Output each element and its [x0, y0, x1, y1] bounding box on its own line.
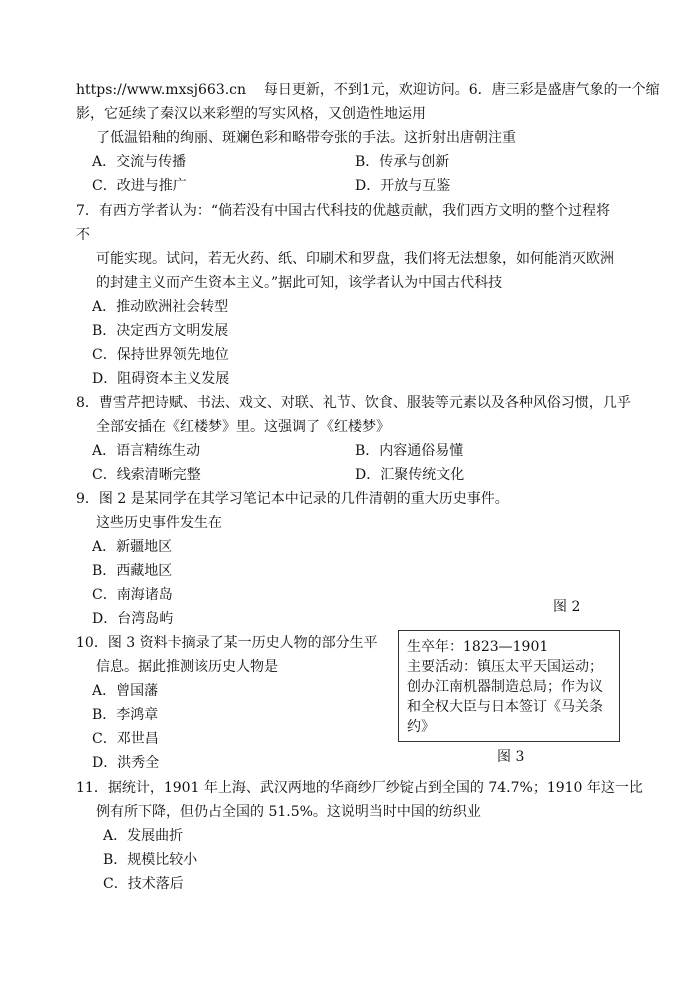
q10-option-b: B．李鸿章 — [92, 707, 159, 723]
header-line — [76, 80, 660, 100]
q7-option-d: D．阻碍资本主义发展 — [92, 371, 230, 387]
q9-option-b: B．西藏地区 — [92, 563, 173, 579]
q6-option-b: B．传承与创新 — [355, 154, 450, 170]
q6-option-c: C．改进与推广 — [92, 178, 187, 194]
q6-option-d: D．开放与互鉴 — [355, 178, 451, 194]
q8-stem-2: 全部安插在《红楼梦》里。这强调了《红楼梦》 — [96, 419, 390, 435]
q10-stem-2: 信息。据此推测该历史人物是 — [96, 659, 278, 675]
q8-option-c: C．线索清晰完整 — [92, 467, 201, 483]
q8-stem-1: 8．曹雪芹把诗赋、书法、戏文、对联、礼节、饮食、服装等元素以及各种风俗习惯，几乎 — [76, 395, 631, 411]
q10-stem-1: 10．图 3 资料卡摘录了某一历史人物的部分生平 — [76, 635, 378, 651]
card-line-5: 约》 — [407, 719, 435, 735]
q7-option-b: B．决定西方文明发展 — [92, 323, 229, 339]
q7-stem-3: 可能实现。试问，若无火药、纸、印刷术和罗盘，我们将无法想象，如何能消灭欧洲 — [96, 251, 614, 267]
q8-option-a: A．语言精练生动 — [92, 443, 201, 459]
q9-stem-1: 9．图 2 是某同学在其学习笔记本中记录的几件清朝的重大历史事件。 — [76, 491, 509, 507]
q11-option-c: C．技术落后 — [103, 876, 184, 892]
q10-option-d: D．洪秀全 — [92, 755, 160, 771]
card-line-4: 和全权大臣与日本签订《马关条 — [407, 699, 603, 715]
card-line-2: 主要活动：镇压太平天国运动； — [407, 659, 603, 675]
header-url: https://www.mxsj663.cn — [76, 82, 247, 98]
figure-2-label: 图 2 — [553, 599, 581, 615]
q6-option-a: A．交流与传播 — [92, 154, 187, 170]
q6-stem-2: 影，它延续了秦汉以来彩塑的写实风格，又创造性地运用 — [76, 106, 426, 122]
q8-option-d: D．汇聚传统文化 — [355, 467, 465, 483]
q9-option-d: D．台湾岛屿 — [92, 611, 174, 627]
q9-option-a: A．新疆地区 — [92, 539, 173, 555]
figure-3-label: 图 3 — [497, 749, 525, 765]
q7-stem-2: 不 — [76, 227, 90, 243]
q9-stem-2: 这些历史事件发生在 — [96, 515, 222, 531]
q9-option-c: C．南海诸岛 — [92, 587, 173, 603]
q11-option-b: B．规模比较小 — [103, 852, 198, 868]
card-line-1: 生卒年：1823—1901 — [407, 639, 549, 655]
q11-option-a: A．发展曲折 — [103, 828, 184, 844]
q7-stem-1: 7．有西方学者认为：“倘若没有中国古代科技的优越贡献，我们西方文明的整个过程将 — [76, 203, 611, 219]
q11-stem-2: 例有所下降，但仍占全国的 51.5%。这说明当时中国的纺织业 — [96, 804, 481, 820]
q11-stem-1: 11．据统计，1901 年上海、武汉两地的华商纱厂纱锭占到全国的 74.7%；1910 年这一比 — [76, 780, 643, 796]
card-line-3: 创办江南机器制造总局；作为议 — [407, 679, 603, 695]
q6-stem-1: 6．唐三彩是盛唐气象的一个缩 — [468, 82, 660, 98]
q10-option-c: C．邓世昌 — [92, 731, 159, 747]
q7-option-a: A．推动欧洲社会转型 — [92, 299, 229, 315]
q8-option-b: B．内容通俗易懂 — [355, 443, 464, 459]
q7-stem-4: 的封建主义而产生资本主义。”据此可知，该学者认为中国古代科技 — [96, 275, 503, 291]
header-notice: 每日更新，不到1元，欢迎访问。 — [263, 82, 469, 98]
q6-stem-3: 了低温铅釉的绚丽、斑斓色彩和略带夸张的手法。这折射出唐朝注重 — [96, 130, 516, 146]
q7-option-c: C．保持世界领先地位 — [92, 347, 229, 363]
q10-option-a: A．曾国藩 — [92, 683, 159, 699]
figure-3-info-card — [398, 630, 620, 742]
